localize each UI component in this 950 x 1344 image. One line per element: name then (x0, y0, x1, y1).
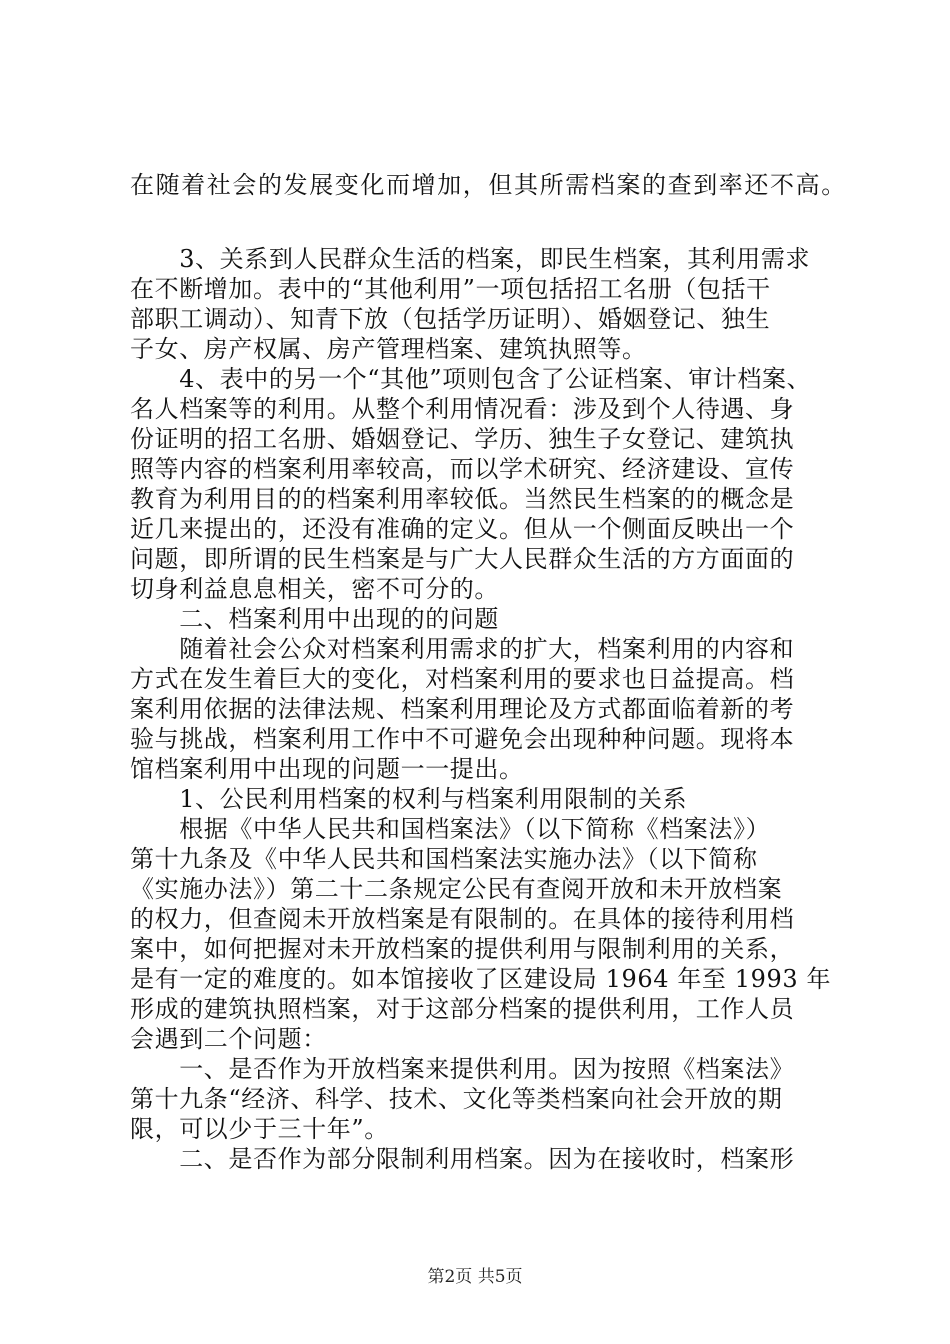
paragraph-line: 问题，即所谓的民生档案是与广大人民群众生活的方方面面的 (130, 545, 795, 573)
paragraph-line: 4、表中的另一个“其他”项则包含了公证档案、审计档案、 (130, 365, 812, 393)
paragraph-line: 会遇到二个问题： (130, 1025, 327, 1053)
paragraph-line: 教育为利用目的的档案利用率较低。当然民生档案的的概念是 (130, 485, 795, 513)
paragraph-line: 份证明的招工名册、婚姻登记、学历、独生子女登记、建筑执 (130, 425, 795, 453)
paragraph-line: 是有一定的难度的。如本馆接收了区建设局 1964 年至 1993 年 (130, 965, 832, 993)
paragraph-line: 照等内容的档案利用率较高，而以学术研究、经济建设、宣传 (130, 455, 795, 483)
paragraph-line: 根据《中华人民共和国档案法》（以下简称《档案法》） (130, 815, 771, 843)
text-lines (130, 244, 830, 1174)
paragraph-line: 限，可以少于三十年”。 (130, 1115, 389, 1143)
paragraph-line: 1、公民利用档案的权利与档案利用限制的关系 (130, 785, 688, 813)
paragraph-line: 验与挑战，档案利用工作中不可避免会出现种种问题。现将本 (130, 725, 795, 753)
paragraph-gap (130, 200, 830, 244)
paragraph-line: 名人档案等的利用。从整个利用情况看：涉及到个人待遇、身 (130, 395, 795, 423)
paragraph-line: 切身利益息息相关，密不可分的。 (130, 575, 499, 603)
paragraph-line: 一、是否作为开放档案来提供利用。因为按照《档案法》 (130, 1055, 795, 1083)
document-body (130, 170, 847, 1174)
paragraph-line: 的权力，但查阅未开放档案是有限制的。在具体的接待利用档 (130, 905, 795, 933)
paragraph-line: 馆档案利用中出现的问题一一提出。 (130, 755, 524, 783)
paragraph-line: 第十九条“经济、科学、技术、文化等类档案向社会开放的期 (130, 1085, 783, 1113)
paragraph-line: 部职工调动）、知青下放（包括学历证明）、婚姻登记、独生 (130, 305, 771, 333)
paragraph-line: 案利用依据的法律法规、档案利用理论及方式都面临着新的考 (130, 695, 795, 723)
paragraph-line: 第十九条及《中华人民共和国档案法实施办法》（以下简称 (130, 845, 758, 873)
paragraph-line: 近几来提出的，还没有准确的定义。但从一个侧面反映出一个 (130, 515, 795, 543)
paragraph-line: 随着社会公众对档案利用需求的扩大，档案利用的内容和 (130, 635, 795, 663)
paragraph-line: 方式在发生着巨大的变化，对档案利用的要求也日益提高。档 (130, 665, 795, 693)
paragraph-line: 二、档案利用中出现的的问题 (130, 605, 499, 633)
paragraph-line: 《实施办法》）第二十二条规定公民有查阅开放和未开放档案 (130, 875, 783, 903)
paragraph-line: 在随着社会的发展变化而增加，但其所需档案的查到率还不高。 (130, 171, 847, 199)
paragraph-line: 案中，如何把握对未开放档案的提供利用与限制利用的关系， (130, 935, 795, 963)
page-number-footer: 第2页 共5页 (427, 1267, 523, 1287)
paragraph-line: 形成的建筑执照档案，对于这部分档案的提供利用，工作人员 (130, 995, 795, 1023)
paragraph-line: 在不断增加。表中的“其他利用”一项包括招工名册（包括干 (130, 275, 771, 303)
paragraph-line: 3、关系到人民群众生活的档案，即民生档案，其利用需求 (130, 245, 811, 273)
paragraph-line: 二、是否作为部分限制利用档案。因为在接收时，档案形 (130, 1145, 795, 1173)
paragraph-line: 子女、房产权属、房产管理档案、建筑执照等。 (130, 335, 647, 363)
